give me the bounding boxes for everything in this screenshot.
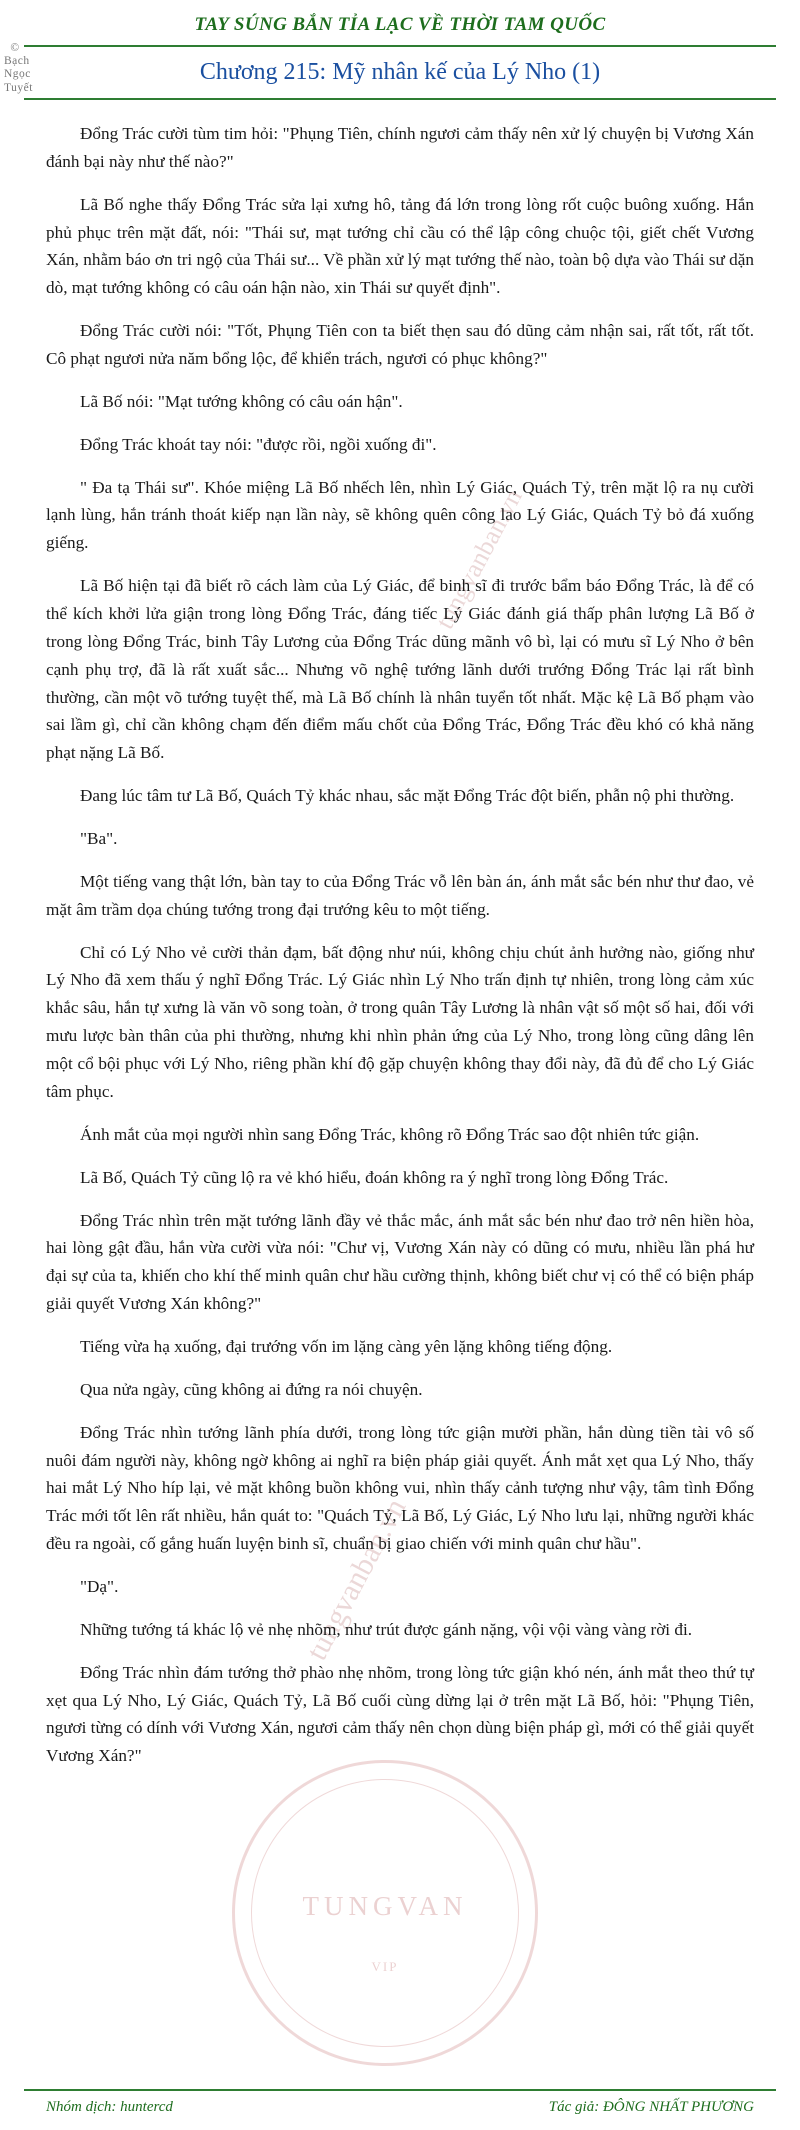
stamp-inner-ring — [251, 1779, 519, 2047]
paragraph: Lã Bố nói: "Mạt tướng không có câu oán hận". — [80, 391, 403, 411]
paragraph: Đang lúc tâm tư Lã Bố, Quách Tỷ khác nhau, sắc mặt Đổng Trác đột biến, phẫn nộ phi thường. — [80, 786, 735, 806]
page-footer — [0, 2089, 800, 2130]
paragraph: " Đa tạ Thái sư". Khóe miệng Lã Bố nhếch lên, nhìn Lý Giác, Quách Tỷ, trên mặt lộ ra nụ cười lạnh lùng, hắn tránh thoát kiếp nạn lần này, sẽ không quên công lao Lý Giác, Quách Tỷ bỏ đá xuống giếng. — [46, 477, 754, 553]
paragraph: Đổng Trác nhìn đám tướng thở phào nhẹ nhõm, trong lòng tức giận khó nén, ánh mắt theo thứ tự xẹt qua Lý Nho, Lý Giác, Quách Tỷ, Lã Bố cuối cùng dừng lại ở trên mặt Lã Bố, hỏi: "Phụng Tiên, ngươi từng có dính với Vương Xán, ngươi cảm thấy nên chọn dùng biện pháp gì, mới có thể giải quyết Vương Xán?" — [46, 1662, 754, 1766]
paragraph: Đổng Trác cười nói: "Tốt, Phụng Tiên con ta biết thẹn sau đó dũng cảm nhận sai, rất tốt, rất tốt. Cô phạt ngươi nửa năm bổng lộc, để khiển trách, ngươi có phục không?" — [46, 321, 754, 369]
paragraph: Tiếng vừa hạ xuống, đại trướng vốn im lặng càng yên lặng không tiếng động. — [80, 1336, 613, 1356]
paragraph: "Dạ". — [80, 1576, 119, 1596]
chapter-divider — [24, 98, 776, 100]
paragraph: Đổng Trác nhìn tướng lãnh phía dưới, trong lòng tức giận mười phần, hắn dùng tiền tài vô số nuôi đám người này, không ngờ không ai nghĩ ra biện pháp giải quyết. Ánh mắt xẹt qua Lý Nho, thấy hai mắt Lý Nho híp lại, vẻ mặt không buồn không vui, nhìn thấy cảnh tượng như vậy, tâm tình Đổng Trác mới tốt lên rất nhiều, hắn quát to: "Quách Tỷ, Lã Bố, Lý Giác, Lý Nho lưu lại, những người khác đều ra ngoài, cố gắng huấn luyện binh sĩ, chuẩn bị giao chiến với minh quân chư hầu". — [46, 1422, 754, 1554]
stamp-text: TUNGVAN — [302, 1891, 468, 1921]
side-credit: © Bạch Ngọc Tuyết — [4, 42, 33, 94]
paragraph: Những tướng tá khác lộ vẻ nhẹ nhõm, như trút được gánh nặng, vội vội vàng vàng rời đi. — [80, 1619, 693, 1639]
paragraph: Chỉ có Lý Nho vẻ cười thản đạm, bất động như núi, không chịu chút ảnh hưởng nào, giống như Lý Nho đã xem thấu ý nghĩ Đổng Trác. Lý Giác nhìn Lý Nho trấn định tự nhiên, trong lòng cảm xúc khắc sâu, hắn tự xưng là văn võ song toàn, ở trong quân Tây Lương là nhân vật số một số hai, đối với mưu lược bàn thân của phi thường, nhưng khi nhìn phản ứng của Lý Nho, trong lòng cũng dâng lên một cổ bội phục với Lý Nho, riêng phần khí độ gặp chuyện không thay đổi này, đã đủ để cho Lý Giác tâm phục. — [46, 942, 754, 1101]
author-credit: Tác giả: ĐÔNG NHẤT PHƯƠNG — [548, 2099, 754, 2115]
site-title: TAY SÚNG BẮN TỈA LẠC VỀ THỜI TAM QUỐC — [194, 14, 606, 35]
stamp-subtext: VIP — [371, 1959, 399, 1974]
paragraph: Ánh mắt của mọi người nhìn sang Đổng Trác, không rõ Đổng Trác sao đột nhiên tức giận. — [80, 1124, 700, 1144]
watermark-stamp — [232, 1760, 538, 2066]
paragraph: Qua nửa ngày, cũng không ai đứng ra nói chuyện. — [80, 1379, 423, 1399]
paragraph: Đổng Trác cười tùm tim hỏi: "Phụng Tiên, chính ngươi cảm thấy nên xử lý chuyện bị Vương Xán đánh bại này như thế nào?" — [46, 124, 754, 171]
paragraph: "Ba". — [80, 829, 118, 849]
page-header — [0, 0, 800, 106]
paragraph: Lã Bố hiện tại đã biết rõ cách làm của Lý Giác, để binh sĩ đi trước bẩm báo Đổng Trác, là để có thể kích khởi lửa giận trong lòng Đổng Trác, đáng tiếc Lý Giác đánh giá thấp phân lượng Lã Bố ở trong lòng Đổng Trác, binh Tây Lương của Đổng Trác dũng mãnh vô bì, lại có mưu sĩ Lý Nho ở bên cạnh phụ trợ, đã là rất xuất sắc... Nhưng võ nghệ tướng lãnh dưới trướng Đổng Trác lại rất bình thường, cần một võ tướng tuyệt thế, mà Lã Bố chính là nhân tuyển tốt nhất. Mặc kệ Lã Bố phạm vào sai lầm gì, chỉ cần không chạm đến điểm mấu chốt của Đổng Trác, Đổng Trác đều khó có khả năng phạt nặng Lã Bố. — [46, 576, 754, 763]
chapter-body — [0, 106, 800, 1795]
translator-credit: Nhóm dịch: huntercd — [46, 2099, 173, 2115]
paragraph: Đổng Trác khoát tay nói: "được rồi, ngồi xuống đi". — [80, 434, 437, 454]
paragraph: Một tiếng vang thật lớn, bàn tay to của Đổng Trác vỗ lên bàn án, ánh mắt sắc bén như thư đao, vẻ mặt âm trầm dọa chúng tướng trong đại trướng kêu to một tiếng. — [46, 871, 754, 919]
paragraph: Đổng Trác nhìn trên mặt tướng lãnh đầy vẻ thắc mắc, ánh mắt sắc bén như đao trở nên hiền hòa, hai lòng gật đầu, hắn vừa cười vừa nói: "Chư vị, Vương Xán này có dũng có mưu, nhiều lần phá hư đại sự của ta, khiến cho khí thế minh quân chư hầu cường thịnh, không biết chư vị có thể có biện pháp giải quyết Vương Xán không?" — [46, 1210, 754, 1314]
watermark-diagonal-top: tungvanban.vn — [430, 484, 528, 634]
paragraph: Lã Bố nghe thấy Đổng Trác sửa lại xưng hô, tảng đá lớn trong lòng rốt cuộc buông xuống. Hắn phủ phục trên mặt đất, nói: "Thái sư, mạt tướng chỉ cầu có thể lập công chuộc tội, giết chết Vương Xán, nhằm báo ơn tri ngộ của Thái sư... Về phần xử lý mạt tướng thế nào, toàn bộ dựa vào Thái sư dặn dò, mạt tướng không có câu oán hận nào, xin Thái sư quyết định". — [46, 194, 754, 298]
watermark-diagonal-bottom: tungvanban.vn — [300, 1493, 413, 1666]
footer-row — [0, 2091, 800, 2130]
chapter-title: Chương 215: Mỹ nhân kế của Lý Nho (1) — [199, 59, 601, 85]
paragraph: Lã Bố, Quách Tỷ cũng lộ ra vẻ khó hiểu, đoán không ra ý nghĩ trong lòng Đổng Trác. — [80, 1167, 669, 1187]
